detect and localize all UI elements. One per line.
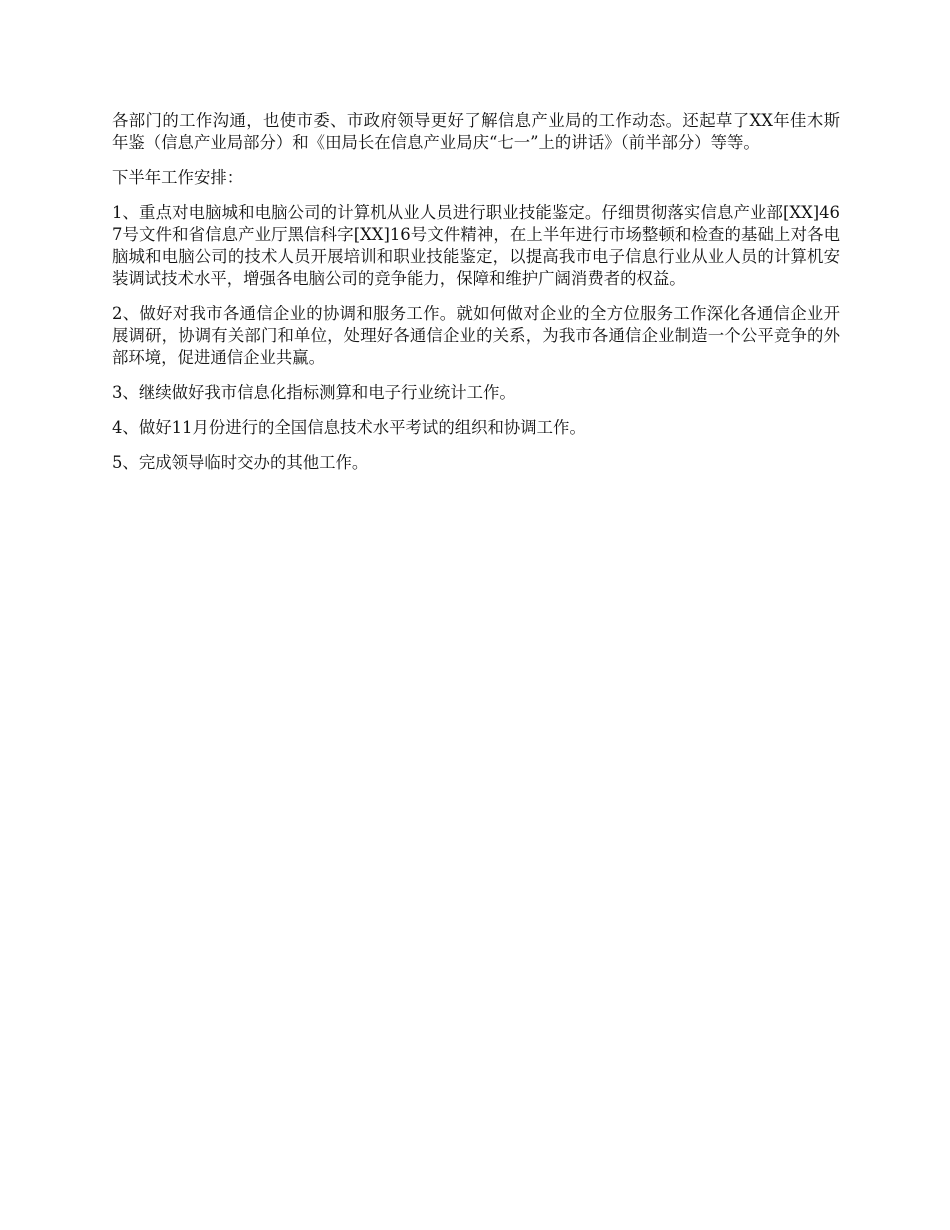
document-body xyxy=(112,110,840,487)
section-heading: 下半年工作安排： xyxy=(112,168,244,187)
list-item: 4、做好11月份进行的全国信息技术水平考试的组织和协调工作。 xyxy=(112,418,586,437)
list-item: 1、重点对电脑城和电脑公司的计算机从业人员进行职业技能鉴定。仔细贯彻落实信息产业部[XX]467号文件和省信息产业厅黑信科字[XX]16号文件精神，在上半年进行市场整顿和检查的基础上对各电脑城和电脑公司的技术人员开展培训和职业技能鉴定，以提高我市电子信息行业从业人员的计算机安装调试技术水平，增强各电脑公司的竞争能力，保障和维护广阔消费者的权益。 xyxy=(112,203,840,288)
list-item: 3、继续做好我市信息化指标测算和电子行业统计工作。 xyxy=(112,383,516,402)
list-item: 2、做好对我市各通信企业的协调和服务工作。就如何做对企业的全方位服务工作深化各通信企业开展调研，协调有关部门和单位，处理好各通信企业的关系，为我市各通信企业制造一个公平竞争的外部环境，促进通信企业共赢。 xyxy=(112,304,840,367)
list-item: 5、完成领导临时交办的其他工作。 xyxy=(112,453,369,472)
paragraph-intro: 各部门的工作沟通，也使市委、市政府领导更好了解信息产业局的工作动态。还起草了XX年佳木斯年鉴（信息产业局部分）和《田局长在信息产业局庆“七一”上的讲话》（前半部分）等等。 xyxy=(112,111,840,152)
